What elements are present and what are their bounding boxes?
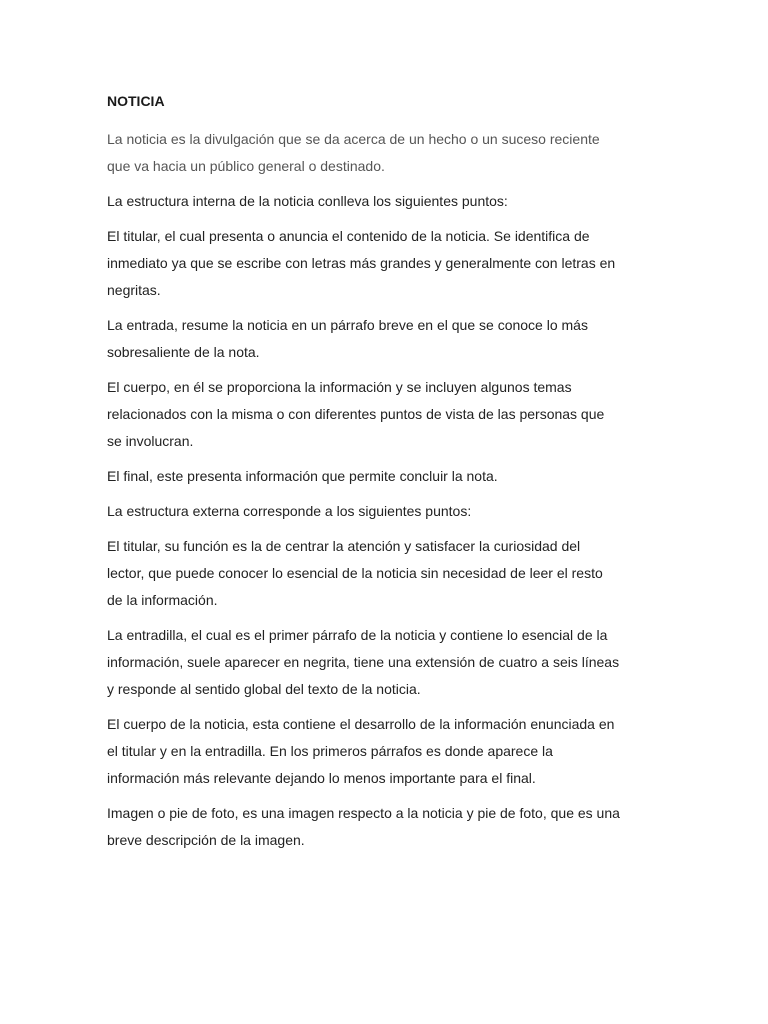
paragraph-definition: La noticia es la divulgación que se da acerca de un hecho o un suceso reciente que va hacia un público general o destinado. [107,131,600,174]
paragraph-external-entradilla: La entradilla, el cual es el primer párrafo de la noticia y contiene lo esencial de la información, suele aparecer en negrita, tiene una extensión de cuatro a seis líneas y responde al sentido global del texto de la noticia. [107,627,620,697]
paragraph-internal-final: El final, este presenta información que permite concluir la nota. [107,468,498,484]
document-title: NOTICIA [107,93,165,109]
paragraph-internal-cuerpo: El cuerpo, en él se proporciona la información y se incluyen algunos temas relacionados con la misma o con diferentes puntos de vista de las personas que se involucran. [107,379,605,449]
paragraph-external-imagen: Imagen o pie de foto, es una imagen respecto a la noticia y pie de foto, que es una breve descripción de la imagen. [107,805,620,848]
paragraph-external-cuerpo: El cuerpo de la noticia, esta contiene el desarrollo de la información enunciada en el titular y en la entradilla. En los primeros párrafos es donde aparece la información más relevante dejando lo menos importante para el final. [107,716,615,786]
paragraph-external-titular: El titular, su función es la de centrar la atención y satisfacer la curiosidad del lector, que puede conocer lo esencial de la noticia sin necesidad de leer el resto de la información. [107,538,603,608]
paragraph-internal-titular: El titular, el cual presenta o anuncia el contenido de la noticia. Se identifica de inmediato ya que se escribe con letras más grandes y generalmente con letras en negritas. [107,228,616,298]
document-page [107,91,667,862]
paragraph-external-structure-intro: La estructura externa corresponde a los siguientes puntos: [107,503,472,519]
paragraph-internal-entrada: La entrada, resume la noticia en un párrafo breve en el que se conoce lo más sobresaliente de la nota. [107,317,588,360]
paragraph-internal-structure-intro: La estructura interna de la noticia conlleva los siguientes puntos: [107,193,508,209]
